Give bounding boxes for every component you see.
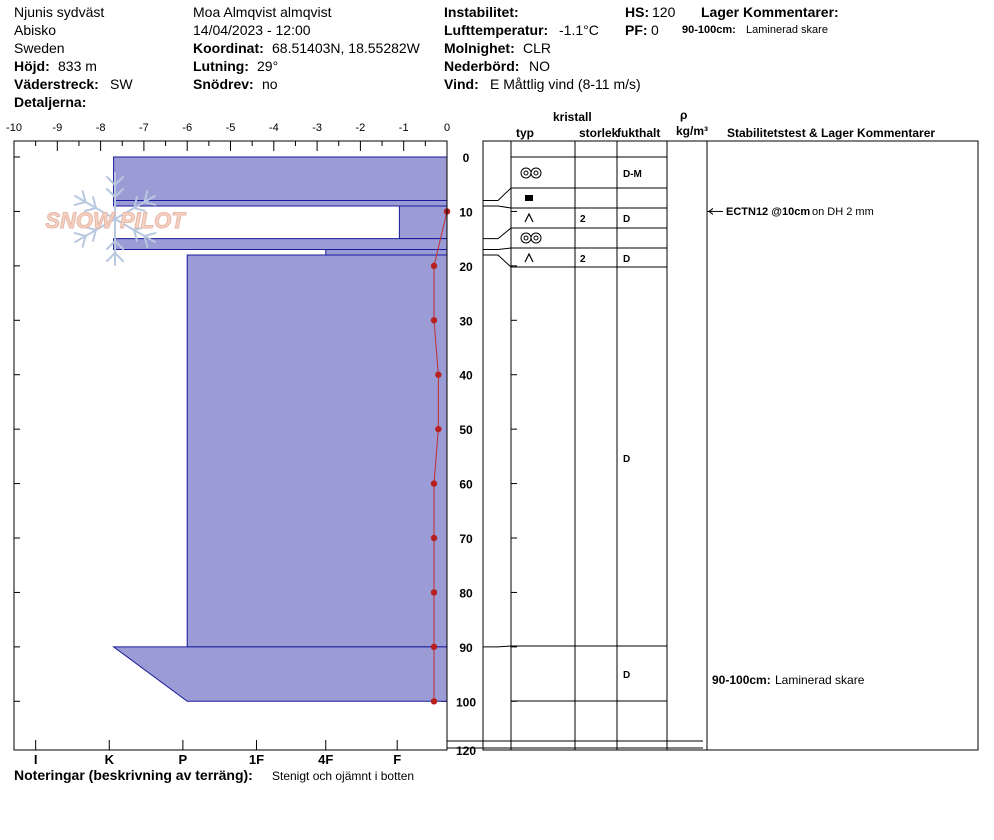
hardness-layer <box>399 206 447 239</box>
type-header: typ <box>516 126 534 140</box>
moisture-value: D <box>623 454 631 465</box>
layer-connector <box>483 188 511 201</box>
table-frame <box>483 141 978 750</box>
layer-table <box>447 141 978 750</box>
area: Abisko <box>14 22 57 38</box>
side-comment-range: 90-100cm: <box>712 673 771 687</box>
elevation: 833 m <box>58 58 97 74</box>
snowflake-branch <box>79 191 90 202</box>
temp-tick-label: -3 <box>312 122 322 134</box>
depth-tick-label: 40 <box>459 368 473 383</box>
temp-tick-label: -10 <box>6 122 22 134</box>
rounded-grains-icon <box>534 236 538 240</box>
temp-tick-label: -4 <box>268 122 279 134</box>
depth-tick-label: 120 <box>455 744 477 758</box>
grain-size: 2 <box>580 214 586 225</box>
layer-comments-label: Lager Kommentarer: <box>701 4 839 20</box>
layer-connector <box>483 646 511 647</box>
ice-layer-icon <box>525 195 533 201</box>
elevation-label: Höjd: <box>14 58 50 74</box>
stability-test-detail: on DH 2 mm <box>812 206 874 218</box>
depth-tick-label: 50 <box>459 423 473 438</box>
depth-tick-label: 20 <box>459 259 473 274</box>
temperature-point <box>431 589 437 595</box>
moisture-value: D-M <box>623 169 642 180</box>
hardness-tick-label: 1F <box>248 752 265 767</box>
depth-tick-label: 90 <box>459 640 473 655</box>
temperature-point <box>431 644 437 650</box>
temp-tick-label: -7 <box>139 122 149 134</box>
rounded-grains-icon <box>531 233 541 243</box>
sky-label: Molnighet: <box>444 40 515 56</box>
depth-tick-label: 80 <box>459 586 473 601</box>
rounded-grains-icon <box>524 171 528 175</box>
depth-tick-label: 0 <box>462 151 470 165</box>
temp-tick-label: -6 <box>182 122 193 134</box>
hardness-tick-label: P <box>178 752 188 767</box>
notes-label: Noteringar (beskrivning av terräng): <box>14 767 253 783</box>
moisture-value: D <box>623 670 631 681</box>
rounded-grains-icon <box>521 168 531 178</box>
rounded-grains-icon <box>534 171 538 175</box>
temp-tick-label: -9 <box>52 122 63 134</box>
side-comment-text: Laminerad skare <box>775 673 865 687</box>
layer-connector <box>483 248 511 250</box>
layer-connector <box>483 206 511 208</box>
temp-tick-label: -8 <box>95 122 106 134</box>
depth-hoar-icon <box>525 254 533 262</box>
depth-tick-label: 70 <box>459 532 473 547</box>
snowflake-branch <box>107 253 115 261</box>
hardness-tick-label: K <box>104 752 114 767</box>
temp-tick-label: 0 <box>443 122 451 134</box>
hardness-layer <box>114 647 447 701</box>
slope-label: Lutning: <box>193 58 249 74</box>
temperature-axis <box>0 122 450 151</box>
hardness-layer <box>114 239 447 250</box>
hardness-axis <box>34 740 401 767</box>
datetime: 14/04/2023 - 12:00 <box>193 22 311 38</box>
snowflake-branch <box>89 197 100 208</box>
density-unit-header: kg/m³ <box>676 124 709 138</box>
coord-label: Koordinat: <box>193 40 264 56</box>
rounded-grains-icon <box>524 236 528 240</box>
moisture-value: D <box>623 214 631 225</box>
stability-header: Stabilitetstest & Lager Kommentarer <box>727 126 936 140</box>
precip-label: Nederbörd: <box>444 58 520 74</box>
hs: 120 <box>652 4 676 20</box>
temperature-point <box>435 372 441 378</box>
coords: 68.51403N, 18.55282W <box>272 40 420 56</box>
temperature-point <box>431 698 437 704</box>
layer-connector <box>483 255 511 267</box>
hardness-tick-label: 4F <box>318 752 334 767</box>
wind: E Måttlig vind (8-11 m/s) <box>490 76 641 92</box>
hardness-layers <box>114 157 447 701</box>
hardness-tick-label: F <box>393 752 402 767</box>
layer-comment-text: Laminerad skare <box>746 24 828 36</box>
hardness-layer <box>114 157 447 201</box>
hardness-layer <box>187 255 447 647</box>
temp-tick-label: -1 <box>398 122 409 134</box>
layer-comment-range: 90-100cm: <box>682 24 736 36</box>
temp-tick-label: -5 <box>225 122 236 134</box>
moisture-header: fukthalt <box>617 126 661 140</box>
watermark-text: SNOW PILOT <box>45 208 185 233</box>
sky: CLR <box>523 40 552 56</box>
aspect: SW <box>110 76 133 92</box>
hardness-tick-label: I <box>33 752 38 767</box>
snowflake-branch <box>79 236 90 247</box>
layer-connector <box>483 228 511 239</box>
hardness-layer <box>114 201 447 206</box>
temperature-point <box>435 426 441 432</box>
temperature-point <box>431 317 437 323</box>
location: Njunis sydväst <box>14 4 105 20</box>
hardness-layer <box>326 250 447 255</box>
temp-tick-label: -2 <box>355 122 366 134</box>
crystal-header: kristall <box>553 110 592 124</box>
country: Sweden <box>14 40 65 56</box>
grain-size: 2 <box>580 254 586 265</box>
depth-tick-label: 60 <box>459 477 473 492</box>
observer: Moa Almqvist almqvist <box>193 4 332 20</box>
pf-label: PF: <box>625 22 648 38</box>
slope: 29° <box>257 58 279 74</box>
depth-tick-label: 30 <box>459 314 473 329</box>
depth-tick-label: 10 <box>459 205 473 220</box>
rounded-grains-icon <box>521 233 531 243</box>
instability-label: Instabilitet: <box>444 4 519 20</box>
pf: 0 <box>651 22 659 38</box>
wind-label: Vind: <box>444 76 479 92</box>
depth-tick-label: 100 <box>455 695 477 710</box>
drift: no <box>262 76 278 92</box>
rounded-grains-icon <box>531 168 541 178</box>
rho-header: ρ <box>680 108 688 122</box>
notes: Stenigt och ojämnt i botten <box>272 769 415 783</box>
depth-hoar-icon <box>525 214 533 222</box>
temperature-point <box>431 263 437 269</box>
details-label: Detaljerna: <box>14 94 87 110</box>
temperature-point <box>431 535 437 541</box>
stability-test: ECTN12 @10cm <box>726 206 811 218</box>
airtemp: -1.1°C <box>559 22 599 38</box>
drift-label: Snödrev: <box>193 76 254 92</box>
moisture-value: D <box>623 254 631 265</box>
snowflake-branch <box>115 253 123 261</box>
size-header: storlek <box>579 126 619 140</box>
precip: NO <box>529 58 550 74</box>
hs-label: HS: <box>625 4 650 20</box>
aspect-label: Väderstreck: <box>14 76 99 92</box>
airtemp-label: Lufttemperatur: <box>444 22 549 38</box>
temperature-point <box>431 480 437 486</box>
